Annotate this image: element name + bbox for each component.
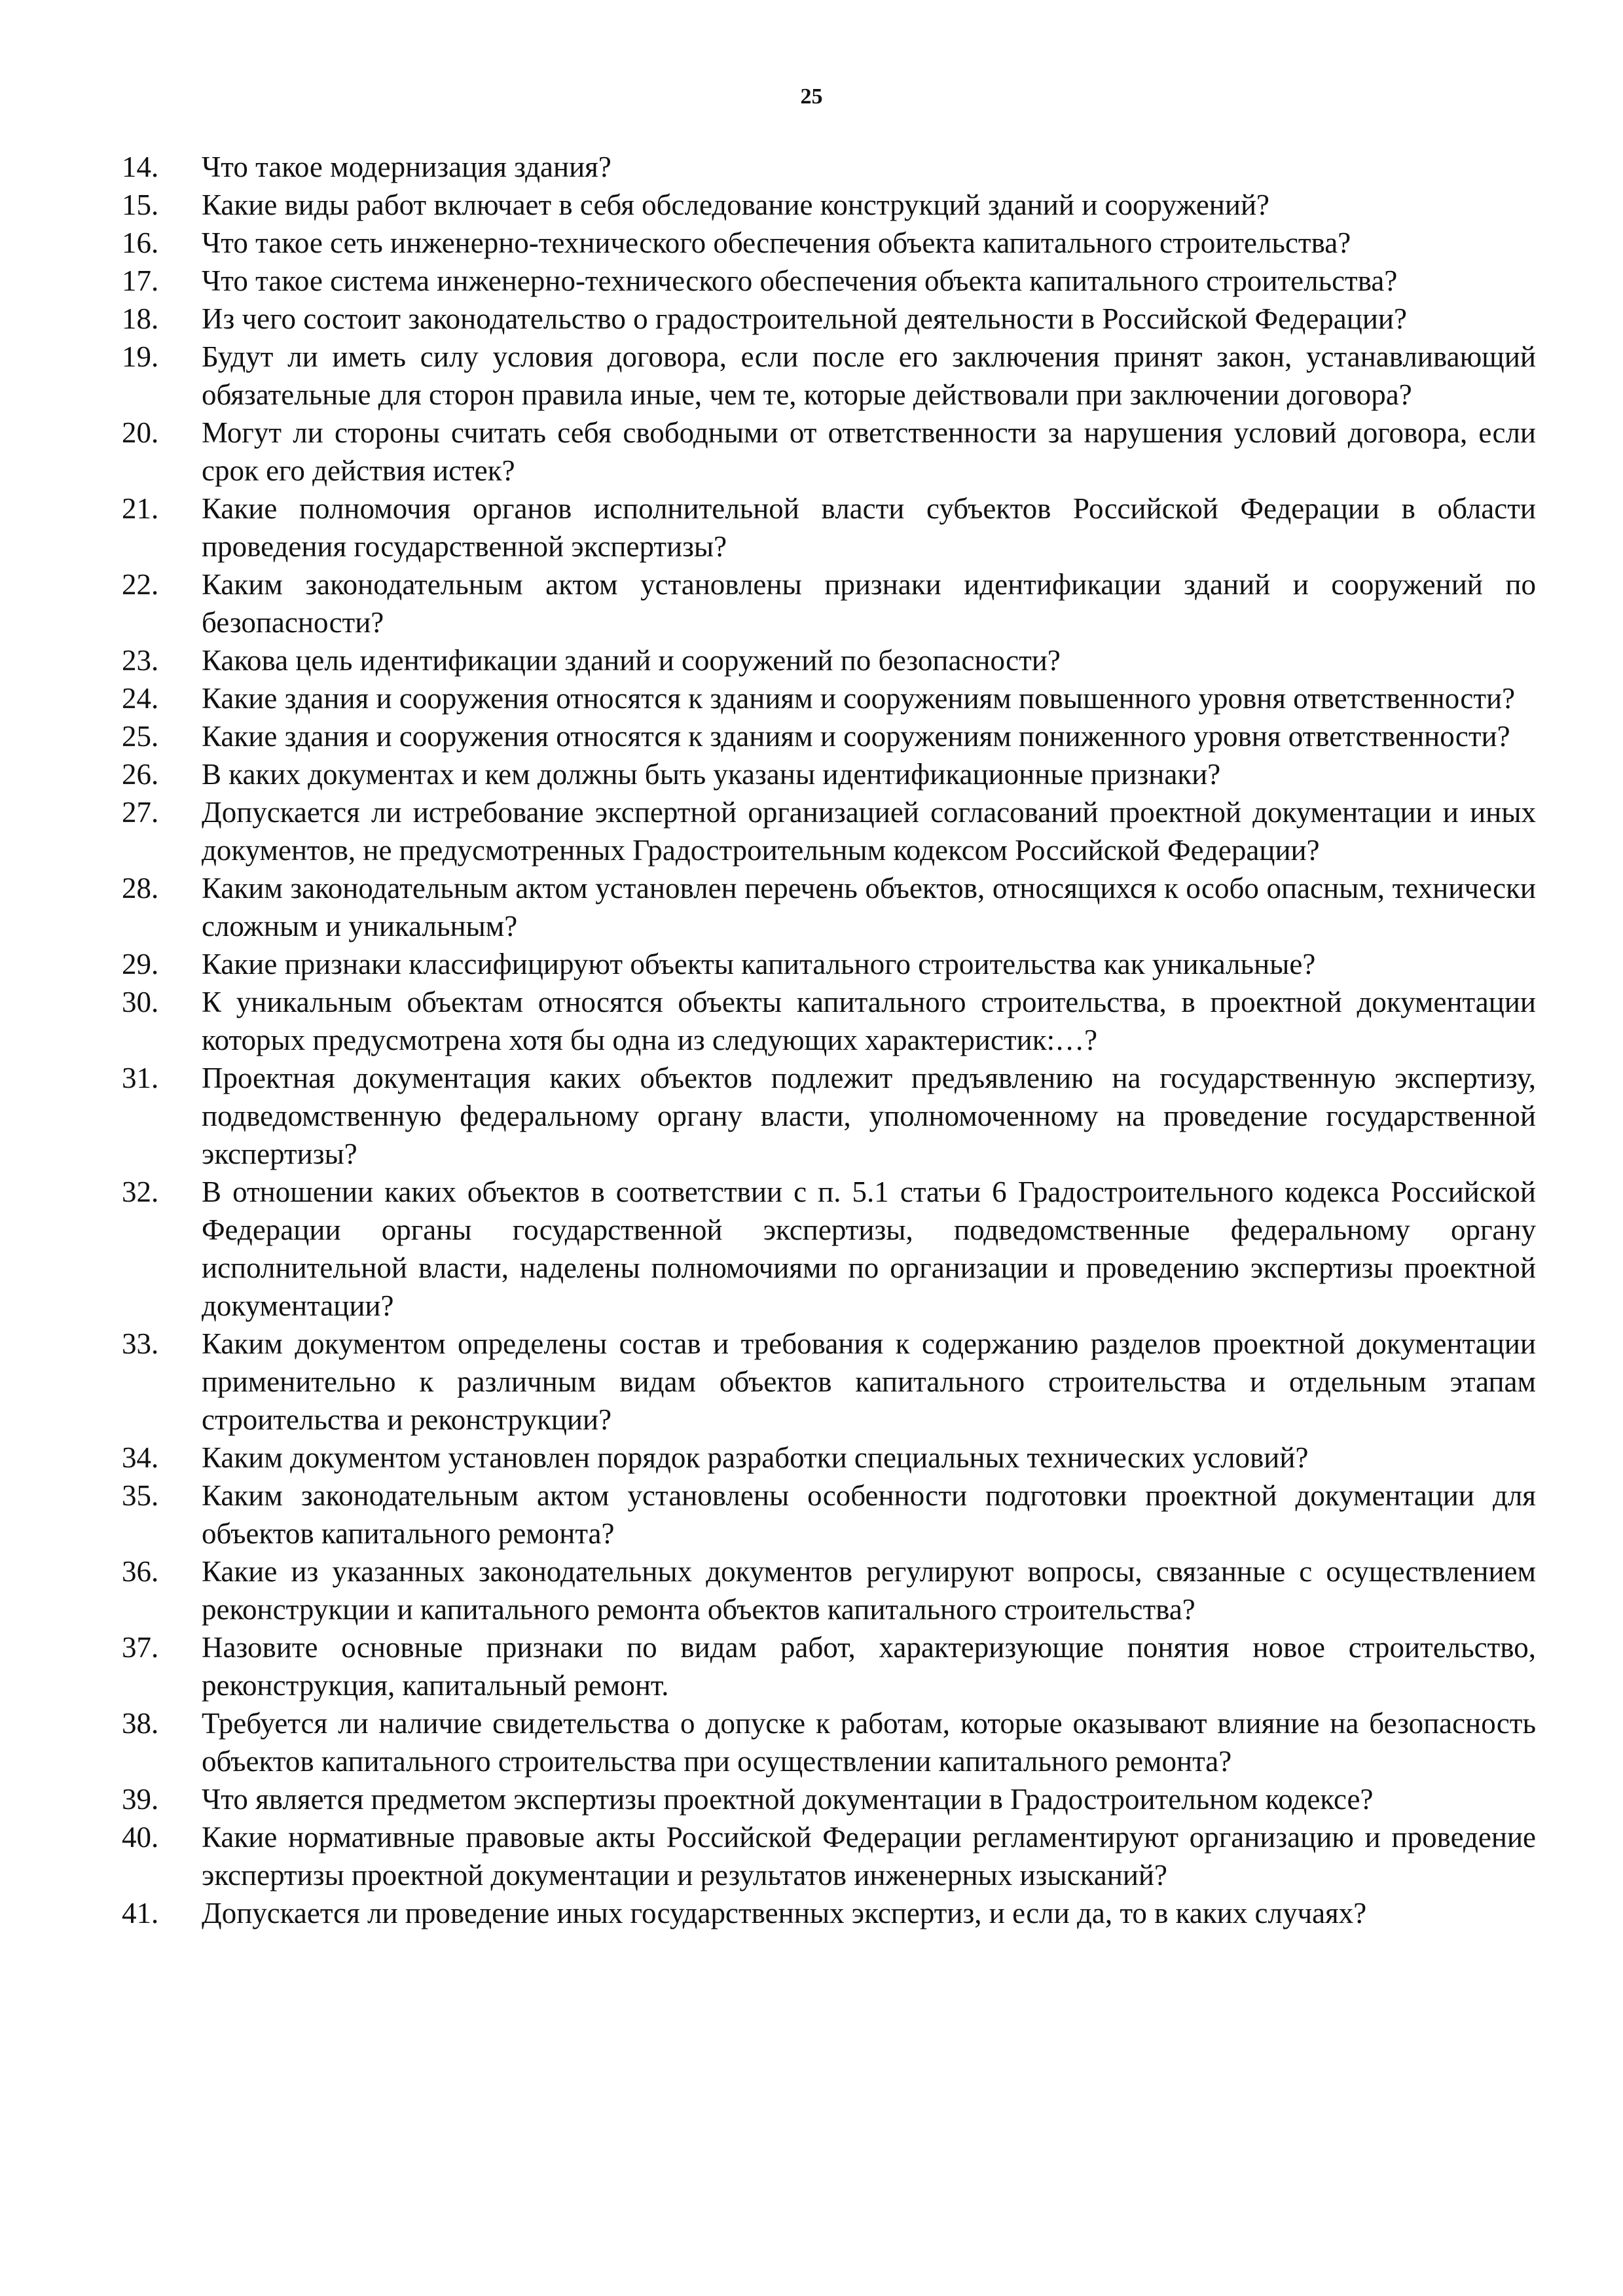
question-number: 17.	[122, 264, 159, 297]
question-item	[122, 1818, 1536, 1894]
question-text: Каким документом определены состав и требования к содержанию разделов проектной документации применительно к различным видам объектов капитального строительства и отдельным этапам строительства и реконструкции?	[202, 1327, 1536, 1436]
question-number: 27.	[122, 796, 159, 829]
question-text: Какие нормативные правовые акты Российской Федерации регламентируют организацию и проведение экспертизы проектной документации и результатов инженерных изысканий?	[202, 1821, 1536, 1892]
question-number: 32.	[122, 1175, 159, 1208]
question-number: 38.	[122, 1707, 159, 1740]
question-text: Каким законодательным актом установлен перечень объектов, относящихся к особо опасным, технически сложным и уникальным?	[202, 872, 1536, 942]
question-item	[122, 262, 1536, 300]
question-text: Какие признаки классифицируют объекты капитального строительства как уникальные?	[202, 948, 1316, 980]
question-text: Могут ли стороны считать себя свободными от ответственности за нарушения условий договора, если срок его действия истек?	[202, 416, 1536, 487]
question-item	[122, 1894, 1536, 1932]
question-item	[122, 1477, 1536, 1552]
question-item	[122, 793, 1536, 869]
question-item	[122, 983, 1536, 1059]
question-text: Каким документом установлен порядок разработки специальных технических условий?	[202, 1441, 1309, 1474]
question-number: 41.	[122, 1897, 159, 1929]
question-number: 37.	[122, 1631, 159, 1664]
question-text: Что такое модернизация здания?	[202, 151, 611, 183]
question-text: Каким законодательным актом установлены особенности подготовки проектной документации для объектов капитального ремонта?	[202, 1479, 1536, 1550]
question-number: 30.	[122, 986, 159, 1018]
question-item	[122, 1552, 1536, 1628]
question-text: Какие здания и сооружения относятся к зданиям и сооружениям пониженного уровня ответственности?	[202, 720, 1510, 753]
question-list	[122, 148, 1536, 1932]
question-item	[122, 1780, 1536, 1818]
question-item	[122, 679, 1536, 717]
question-text: Будут ли иметь силу условия договора, если после его заключения принят закон, устанавливающий обязательные для сторон правила иные, чем те, которые действовали при заключении договора?	[202, 340, 1536, 411]
question-item	[122, 1173, 1536, 1325]
question-item	[122, 338, 1536, 414]
question-item	[122, 490, 1536, 565]
question-number: 28.	[122, 872, 159, 905]
question-item	[122, 717, 1536, 755]
question-item	[122, 148, 1536, 186]
question-item	[122, 1704, 1536, 1780]
question-text: В отношении каких объектов в соответствии с п. 5.1 статьи 6 Градостроительного кодекса Российской Федерации органы государственной экспертизы, подведомственные федеральному органу исполнительной власти, наделены полномочиями по организации и проведению экспертизы проектной документации?	[202, 1175, 1536, 1322]
question-number: 23.	[122, 644, 159, 677]
question-text: Требуется ли наличие свидетельства о допуске к работам, которые оказывают влияние на безопасность объектов капитального строительства при осуществлении капитального ремонта?	[202, 1707, 1536, 1778]
question-item	[122, 1628, 1536, 1704]
question-number: 21.	[122, 492, 159, 525]
question-text: Какие полномочия органов исполнительной власти субъектов Российской Федерации в области проведения государственной экспертизы?	[202, 492, 1536, 563]
question-text: Какие из указанных законодательных документов регулируют вопросы, связанные с осуществлением реконструкции и капитального ремонта объектов капитального строительства?	[202, 1555, 1536, 1626]
question-number: 20.	[122, 416, 159, 449]
question-item	[122, 1325, 1536, 1439]
question-item	[122, 565, 1536, 641]
question-item	[122, 755, 1536, 793]
question-text: Какова цель идентификации зданий и сооружений по безопасности?	[202, 644, 1061, 677]
question-text: В каких документах и кем должны быть указаны идентификационные признаки?	[202, 758, 1221, 791]
question-text: Из чего состоит законодательство о градостроительной деятельности в Российской Федерации?	[202, 302, 1407, 335]
question-number: 39.	[122, 1783, 159, 1816]
question-number: 18.	[122, 302, 159, 335]
page-number: 25	[800, 84, 823, 109]
question-number: 15.	[122, 188, 159, 221]
question-item	[122, 186, 1536, 224]
question-number: 33.	[122, 1327, 159, 1360]
question-number: 25.	[122, 720, 159, 753]
question-number: 40.	[122, 1821, 159, 1854]
question-item	[122, 869, 1536, 945]
question-text: Какие здания и сооружения относятся к зданиям и сооружениям повышенного уровня ответственности?	[202, 682, 1516, 715]
question-number: 31.	[122, 1062, 159, 1094]
question-text: К уникальным объектам относятся объекты капитального строительства, в проектной документации которых предусмотрена хотя бы одна из следующих характеристик:…?	[202, 986, 1536, 1056]
question-item	[122, 1059, 1536, 1173]
question-number: 22.	[122, 568, 159, 601]
question-number: 26.	[122, 758, 159, 791]
question-item	[122, 224, 1536, 262]
question-item	[122, 414, 1536, 490]
question-text: Проектная документация каких объектов подлежит предъявлению на государственную экспертизу, подведомственную федеральному органу власти, уполномоченному на проведение государственной экспертизы?	[202, 1062, 1536, 1170]
question-number: 24.	[122, 682, 159, 715]
question-text: Назовите основные признаки по видам работ, характеризующие понятия новое строительство, реконструкция, капитальный ремонт.	[202, 1631, 1536, 1702]
question-text: Каким законодательным актом установлены признаки идентификации зданий и сооружений по безопасности?	[202, 568, 1536, 639]
question-text: Допускается ли истребование экспертной организацией согласований проектной документации и иных документов, не предусмотренных Градостроительным кодексом Российской Федерации?	[202, 796, 1536, 867]
question-number: 29.	[122, 948, 159, 980]
question-item	[122, 945, 1536, 983]
question-text: Какие виды работ включает в себя обследование конструкций зданий и сооружений?	[202, 188, 1270, 221]
question-text: Допускается ли проведение иных государственных экспертиз, и если да, то в каких случаях?	[202, 1897, 1367, 1929]
question-item	[122, 300, 1536, 338]
question-item	[122, 641, 1536, 679]
question-number: 14.	[122, 151, 159, 183]
question-number: 35.	[122, 1479, 159, 1512]
question-item	[122, 1439, 1536, 1477]
question-text: Что является предметом экспертизы проектной документации в Градостроительном кодексе?	[202, 1783, 1374, 1816]
question-number: 34.	[122, 1441, 159, 1474]
question-text: Что такое сеть инженерно-технического обеспечения объекта капитального строительства?	[202, 226, 1351, 259]
question-number: 19.	[122, 340, 159, 373]
question-number: 16.	[122, 226, 159, 259]
question-number: 36.	[122, 1555, 159, 1588]
question-text: Что такое система инженерно-технического обеспечения объекта капитального строительства?	[202, 264, 1398, 297]
